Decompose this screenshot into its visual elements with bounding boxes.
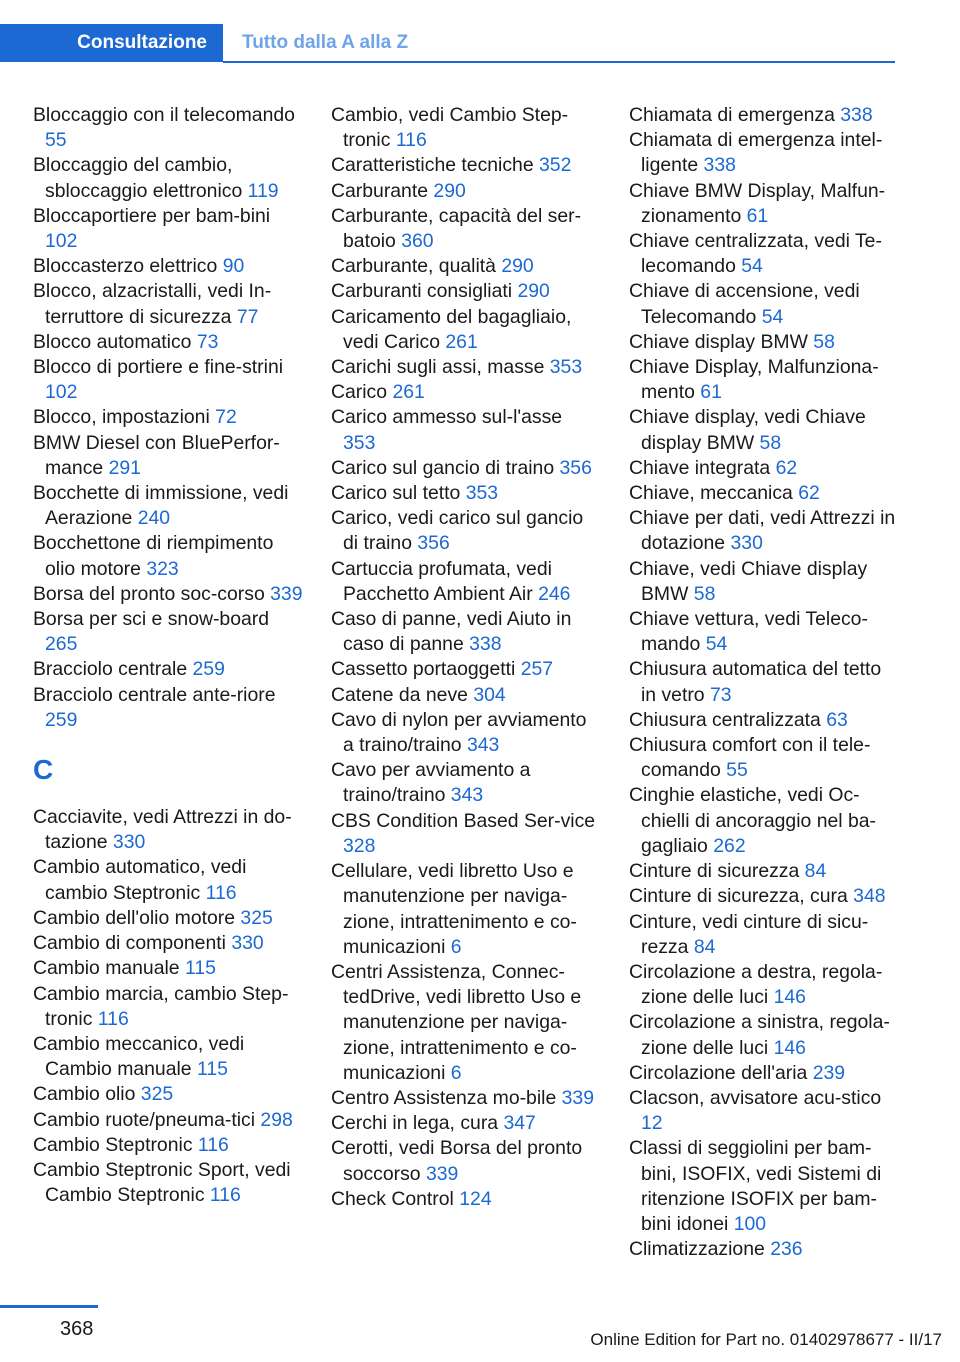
index-entry-page-link[interactable]: 90	[222, 255, 245, 278]
index-entry-text: Chiusura comfort con il tele-comando	[629, 734, 871, 782]
index-entry-text: Clacson, avvisatore acu-stico	[629, 1086, 882, 1109]
index-entry-text: Circolazione dell'aria	[629, 1061, 808, 1084]
index-entry-page-link[interactable]: 63	[826, 708, 848, 731]
index-entry	[331, 153, 599, 178]
index-entry	[33, 607, 305, 657]
index-entry-text: Chiave di accensione, vedi Telecomando	[629, 280, 860, 328]
index-entry-text: Chiave BMW Display, Malfun-zionamento	[629, 179, 886, 227]
index-entry-page-link[interactable]: 236	[770, 1238, 803, 1261]
index-entry	[629, 456, 899, 481]
index-entry-page-link[interactable]: 261	[445, 330, 478, 353]
index-entry	[33, 405, 305, 430]
index-entry-text: Bracciolo centrale ante-riore	[33, 683, 276, 706]
index-entry	[629, 1136, 899, 1237]
index-entry	[33, 982, 305, 1032]
index-entry-text: Cellulare, vedi libretto Uso e manutenzione per naviga-zione, intrattenimento e co-municazioni	[331, 860, 577, 958]
index-entry	[331, 809, 599, 859]
index-entry	[331, 1187, 599, 1212]
index-entry-page-link[interactable]: 323	[146, 557, 179, 580]
index-entry-text: Caricamento del bagagliaio, vedi Carico	[331, 305, 572, 353]
index-entry-page-link[interactable]: 12	[641, 1112, 663, 1135]
index-entry-page-link[interactable]: 73	[196, 330, 219, 353]
index-entry	[331, 607, 599, 657]
index-entry-page-link[interactable]: 338	[469, 633, 502, 656]
index-column-1	[33, 103, 305, 1208]
index-entry-page-link[interactable]: 84	[693, 935, 716, 958]
index-entry	[331, 758, 599, 808]
edition-note: Online Edition for Part no. 01402978677 - II/17	[590, 1330, 942, 1349]
index-entry-text: Borsa per sci e snow-board	[33, 608, 270, 631]
index-entry	[33, 805, 305, 855]
index-entry	[331, 254, 599, 279]
index-entry-page-link[interactable]: 290	[517, 280, 550, 303]
index-entry	[33, 1032, 305, 1082]
index-entry-page-link[interactable]: 290	[433, 179, 466, 202]
index-entry	[331, 708, 599, 758]
index-entry-page-link[interactable]: 262	[713, 834, 746, 857]
index-entry	[629, 355, 899, 405]
index-entry	[331, 279, 599, 304]
index-entry	[629, 960, 899, 1010]
tab-consultazione[interactable]	[0, 24, 223, 62]
index-entry-page-link[interactable]: 77	[236, 305, 259, 328]
index-entry-page-link[interactable]: 339	[270, 582, 303, 605]
index-entry-text: Cambio, vedi Cambio Step-tronic	[331, 104, 569, 152]
index-entry-text: Cartuccia profumata, vedi Pacchetto Ambient Air	[331, 557, 552, 605]
index-entry	[331, 657, 599, 682]
index-entry	[33, 330, 305, 355]
index-entry-page-link[interactable]: 54	[761, 305, 784, 328]
index-entry-text: Cambio dell'olio motore	[33, 906, 236, 929]
index-entry-page-link[interactable]: 102	[45, 381, 78, 404]
index-entry-page-link[interactable]: 304	[473, 683, 506, 706]
index-entry	[33, 103, 305, 153]
index-entry-text: Chiave integrata	[629, 456, 771, 479]
index-entry-page-link[interactable]: 116	[395, 129, 427, 152]
index-entry-page-link[interactable]: 73	[709, 683, 732, 706]
index-entry-text: Cinghie elastiche, vedi Oc-chielli di ancoraggio nel ba-gagliaio	[629, 784, 876, 857]
index-entry-text: Carico sul tetto	[331, 482, 461, 505]
index-entry-page-link[interactable]: 58	[759, 431, 782, 454]
index-entry-page-link[interactable]: 330	[730, 532, 763, 555]
index-entry	[629, 103, 899, 128]
index-entry-text: Carichi sugli assi, masse	[331, 356, 545, 379]
index-entry	[331, 204, 599, 254]
index-entry-page-link[interactable]: 328	[343, 834, 376, 857]
index-entry-page-link[interactable]: 146	[773, 1036, 806, 1059]
index-entry-text: Cambio marcia, cambio Step-tronic	[33, 982, 289, 1030]
index-entry-text: Cambio di componenti	[33, 932, 226, 955]
index-entry-page-link[interactable]: 54	[705, 633, 728, 656]
index-entry-text: Cacciavite, vedi Attrezzi in do-tazione	[33, 806, 292, 854]
index-entry-text: Carburanti consigliati	[331, 280, 513, 303]
index-entry	[629, 405, 899, 455]
index-entry-text: Carico, vedi carico sul gancio di traino	[331, 507, 584, 555]
index-entry-page-link[interactable]: 352	[539, 154, 572, 177]
index-entry-text: Chiave display BMW	[629, 330, 808, 353]
index-entry-page-link[interactable]: 61	[700, 381, 722, 404]
index-entry-page-link[interactable]: 115	[184, 957, 216, 980]
index-entry-text: Cinture, vedi cinture di sicu-rezza	[629, 910, 869, 958]
index-entry-text: Chiave display, vedi Chiave display BMW	[629, 406, 866, 454]
index-entry-page-link[interactable]: 62	[775, 456, 798, 479]
index-entry	[331, 859, 599, 960]
index-entry-page-link[interactable]: 115	[196, 1058, 228, 1081]
index-entry	[33, 855, 305, 905]
index-entry	[331, 305, 599, 355]
index-entry-page-link[interactable]: 116	[209, 1184, 241, 1207]
index-entry	[331, 405, 599, 455]
index-entry	[331, 1136, 599, 1186]
index-entry-page-link[interactable]: 259	[192, 658, 225, 681]
index-entry-text: Bracciolo centrale	[33, 658, 188, 681]
index-entry	[33, 1082, 305, 1107]
index-entry-page-link[interactable]: 116	[197, 1133, 229, 1156]
index-entry	[331, 179, 599, 204]
index-entry	[629, 884, 899, 909]
index-entry-page-link[interactable]: 58	[693, 582, 716, 605]
index-entry-text: Bloccaggio del cambio, sbloccaggio elettronico	[33, 154, 243, 202]
index-entry-text: Carico	[331, 381, 388, 404]
index-entry-page-link[interactable]: 119	[247, 179, 279, 202]
index-entry-text: Cerotti, vedi Borsa del pronto soccorso	[331, 1137, 583, 1185]
index-entry-page-link[interactable]: 325	[140, 1083, 174, 1106]
index-column-3	[629, 103, 899, 1262]
index-entry-text: Bocchettone di riempimento olio motore	[33, 532, 274, 580]
index-entry-text: Chiave centralizzata, vedi Te-lecomando	[629, 230, 882, 278]
index-entry-text: Chiave Display, Malfunziona-mento	[629, 356, 879, 404]
index-entry-text: Bloccaportiere per bam-bini	[33, 204, 271, 227]
index-entry	[629, 1061, 899, 1086]
index-entry	[629, 128, 899, 178]
index-entry-page-link[interactable]: 240	[137, 507, 171, 530]
index-entry-page-link[interactable]: 58	[813, 330, 835, 353]
index-entry-text: Chiave, vedi Chiave display BMW	[629, 557, 868, 605]
index-entry-page-link[interactable]: 360	[401, 230, 434, 253]
index-entry	[33, 931, 305, 956]
index-entry-page-link[interactable]: 298	[260, 1108, 293, 1131]
index-entry-text: Blocco di portiere e fine-strini	[33, 356, 284, 379]
index-entry-page-link[interactable]: 55	[726, 759, 748, 782]
index-entry	[33, 254, 305, 279]
index-entry-page-link[interactable]: 265	[45, 633, 78, 656]
index-entry-text: Cavo di nylon per avviamento a traino/traino	[331, 708, 587, 757]
page-header	[0, 0, 960, 88]
index-entry	[33, 1133, 305, 1158]
index-entry	[629, 279, 899, 329]
index-entry-text: Chiave per dati, vedi Attrezzi in dotazione	[629, 507, 896, 555]
index-entry-page-link[interactable]: 72	[215, 406, 237, 429]
index-entry-text: Borsa del pronto soc-corso	[33, 582, 265, 605]
index-entry-text: Bloccasterzo elettrico	[33, 255, 218, 278]
index-column-2	[331, 103, 599, 1212]
index-entry-text: Chiave vettura, vedi Teleco-mando	[629, 608, 868, 656]
index-entry	[629, 179, 899, 229]
index-entry-page-link[interactable]: 338	[703, 154, 736, 177]
index-entry-page-link[interactable]: 6	[450, 935, 462, 958]
index-entry-text: Centro Assistenza mo-bile	[331, 1086, 557, 1109]
index-entry	[33, 204, 305, 254]
index-entry-text: Cambio ruote/pneuma-tici	[33, 1108, 256, 1131]
index-entry-page-link[interactable]: 124	[459, 1187, 492, 1210]
index-entry-text: Chiusura automatica del tetto in vetro	[629, 658, 882, 706]
index-entry-page-link[interactable]: 330	[231, 932, 264, 955]
index-entry	[629, 330, 899, 355]
index-entry-text: Cambio manuale	[33, 957, 180, 980]
index-entry	[629, 607, 899, 657]
index-entry-page-link[interactable]: 116	[97, 1007, 129, 1030]
index-entry-text: Caso di panne, vedi Aiuto in caso di panne	[331, 608, 572, 656]
index-entry	[331, 456, 599, 481]
index-entry-page-link[interactable]: 246	[538, 582, 571, 605]
index-entry	[33, 906, 305, 931]
index-entry-page-link[interactable]: 146	[773, 986, 806, 1009]
index-entry-page-link[interactable]: 347	[503, 1112, 536, 1135]
index-entry	[33, 683, 305, 733]
index-entry-page-link[interactable]: 6	[450, 1061, 462, 1084]
index-entry	[629, 1237, 899, 1262]
index-entry-page-link[interactable]: 356	[559, 456, 592, 479]
index-entry-text: Cambio Steptronic	[33, 1133, 193, 1156]
index-entry-text: Blocco, impostazioni	[33, 406, 210, 429]
index-entry-text: Check Control	[331, 1187, 454, 1210]
index-entry-text: Cavo per avviamento a traino/traino	[331, 759, 531, 807]
index-entry-text: CBS Condition Based Ser-vice	[331, 809, 596, 832]
index-entry-page-link[interactable]: 290	[501, 255, 534, 278]
index-entry-text: Cambio automatico, vedi cambio Steptronic	[33, 856, 247, 904]
index-entry-page-link[interactable]: 325	[240, 906, 273, 929]
index-entry-page-link[interactable]: 55	[45, 129, 67, 152]
index-entry	[33, 582, 305, 607]
index-entry-text: Carburante, capacità del ser-batoio	[331, 204, 582, 253]
index-entry-page-link[interactable]: 261	[392, 381, 425, 404]
index-entry-text: Chiamata di emergenza	[629, 104, 835, 126]
footer-divider	[0, 1305, 98, 1308]
index-entry	[331, 557, 599, 607]
index-entry-text: Centri Assistenza, Connec-tedDrive, vedi libretto Uso e manutenzione per naviga-zione, intrattenimento e co-municazioni	[331, 960, 582, 1084]
index-entry	[33, 956, 305, 981]
index-entry-text: Carico ammesso sul-l'asse	[331, 406, 563, 429]
index-entry-text: Cambio Steptronic Sport, vedi Cambio Steptronic	[33, 1158, 291, 1207]
index-entry-page-link[interactable]: 356	[417, 532, 450, 555]
index-entry	[629, 557, 899, 607]
index-entry	[629, 657, 899, 707]
index-entry-page-link[interactable]: 62	[798, 482, 820, 505]
index-entry-text: Chiusura centralizzata	[629, 708, 821, 731]
index-entry-text: Catene da neve	[331, 683, 468, 706]
index-entry	[331, 481, 599, 506]
index-entry	[331, 1111, 599, 1136]
index-entry-text: Classi di seggiolini per bam-bini, ISOFIX, vedi Sistemi di ritenzione ISOFIX per bam-bini idonei	[629, 1137, 882, 1235]
index-entry-text: Cassetto portaoggetti	[331, 658, 516, 681]
index-entry	[629, 506, 899, 556]
index-entry	[331, 103, 599, 153]
index-entry-text: Cambio olio	[33, 1083, 136, 1106]
index-entry	[33, 481, 305, 531]
index-entry	[629, 910, 899, 960]
index-entry-page-link[interactable]: 54	[741, 255, 763, 278]
index-entry	[33, 657, 305, 682]
index-entry-text: BMW Diesel con BluePerfor-mance	[33, 431, 280, 479]
index-entry-text: Chiave, meccanica	[629, 482, 793, 505]
index-entry-text: Bloccaggio con il telecomando	[33, 104, 295, 126]
index-entry	[33, 279, 305, 329]
index-entry-page-link[interactable]: 116	[205, 881, 237, 904]
index-entry-page-link[interactable]: 343	[450, 784, 484, 807]
index-entry-text: Cinture di sicurezza	[629, 860, 800, 883]
index-entry	[629, 1086, 899, 1136]
index-entry-text: Climatizzazione	[629, 1238, 765, 1261]
index-entry	[331, 355, 599, 380]
index-entry	[331, 380, 599, 405]
tab-consultazione-label: Consultazione	[77, 32, 207, 53]
index-entry	[629, 708, 899, 733]
index-entry	[33, 1108, 305, 1133]
section-letter-heading: C	[33, 754, 54, 786]
index-entry-page-link[interactable]: 257	[520, 658, 554, 681]
index-entry	[629, 783, 899, 859]
index-entry	[33, 355, 305, 405]
index-entry-page-link[interactable]: 84	[804, 860, 827, 883]
index-entry-page-link[interactable]: 348	[853, 885, 886, 908]
index-entry-page-link[interactable]: 102	[45, 230, 78, 253]
index-entry-page-link[interactable]: 343	[466, 734, 500, 757]
index-entry	[331, 960, 599, 1086]
index-entry	[33, 431, 305, 481]
index-entry-page-link[interactable]: 330	[112, 831, 146, 854]
header-divider	[223, 61, 895, 63]
index-entry-text: Chiamata di emergenza intel-ligente	[629, 129, 883, 177]
index-entry-page-link[interactable]: 353	[465, 482, 499, 505]
index-entry-text: Cerchi in lega, cura	[331, 1112, 499, 1135]
index-entry	[629, 859, 899, 884]
index-entry-text: Cambio meccanico, vedi Cambio manuale	[33, 1032, 245, 1081]
index-entry-text: Cinture di sicurezza, cura	[629, 885, 848, 908]
index-entry-text: Caratteristiche tecniche	[331, 154, 534, 177]
index-entry	[33, 1158, 305, 1208]
index-entry	[331, 683, 599, 708]
index-entry	[331, 1086, 599, 1111]
index-entry	[629, 481, 899, 506]
index-entry-page-link[interactable]: 338	[840, 104, 873, 126]
index-entry-page-link[interactable]: 61	[746, 204, 769, 227]
index-entry	[629, 1010, 899, 1060]
tab-tutto-dalla-a-alla-z[interactable]	[242, 24, 408, 62]
index-entry-page-link[interactable]: 339	[561, 1086, 594, 1109]
page-number: 368	[60, 1318, 94, 1340]
index-entry-text: Carico sul gancio di traino	[331, 456, 555, 479]
index-entry-text: Circolazione a destra, regola-zione delle luci	[629, 960, 883, 1009]
index-entry-page-link[interactable]: 353	[343, 431, 376, 454]
index-entry-page-link[interactable]: 259	[45, 708, 78, 731]
index-entry-page-link[interactable]: 100	[733, 1212, 767, 1235]
index-entry	[629, 733, 899, 783]
index-entry-text: Bocchette di immissione, vedi Aerazione	[33, 482, 289, 530]
index-entry-text: Blocco automatico	[33, 330, 192, 353]
index-entry-page-link[interactable]: 291	[108, 456, 141, 479]
index-entry-text: Circolazione a sinistra, regola-zione delle luci	[629, 1011, 890, 1059]
index-entry-text: Carburante	[331, 179, 429, 202]
index-entry	[33, 153, 305, 203]
index-entry-text: Carburante, qualità	[331, 255, 496, 278]
tab-tutto-label: Tutto dalla A alla Z	[242, 32, 409, 53]
index-entry	[331, 506, 599, 556]
index-entry-page-link[interactable]: 353	[549, 356, 583, 379]
index-entry	[629, 229, 899, 279]
index-entry-text: Blocco, alzacristalli, vedi In-terruttore di sicurezza	[33, 280, 272, 328]
index-entry-page-link[interactable]: 339	[425, 1162, 459, 1185]
index-entry	[33, 531, 305, 581]
index-entry-page-link[interactable]: 239	[812, 1061, 846, 1084]
